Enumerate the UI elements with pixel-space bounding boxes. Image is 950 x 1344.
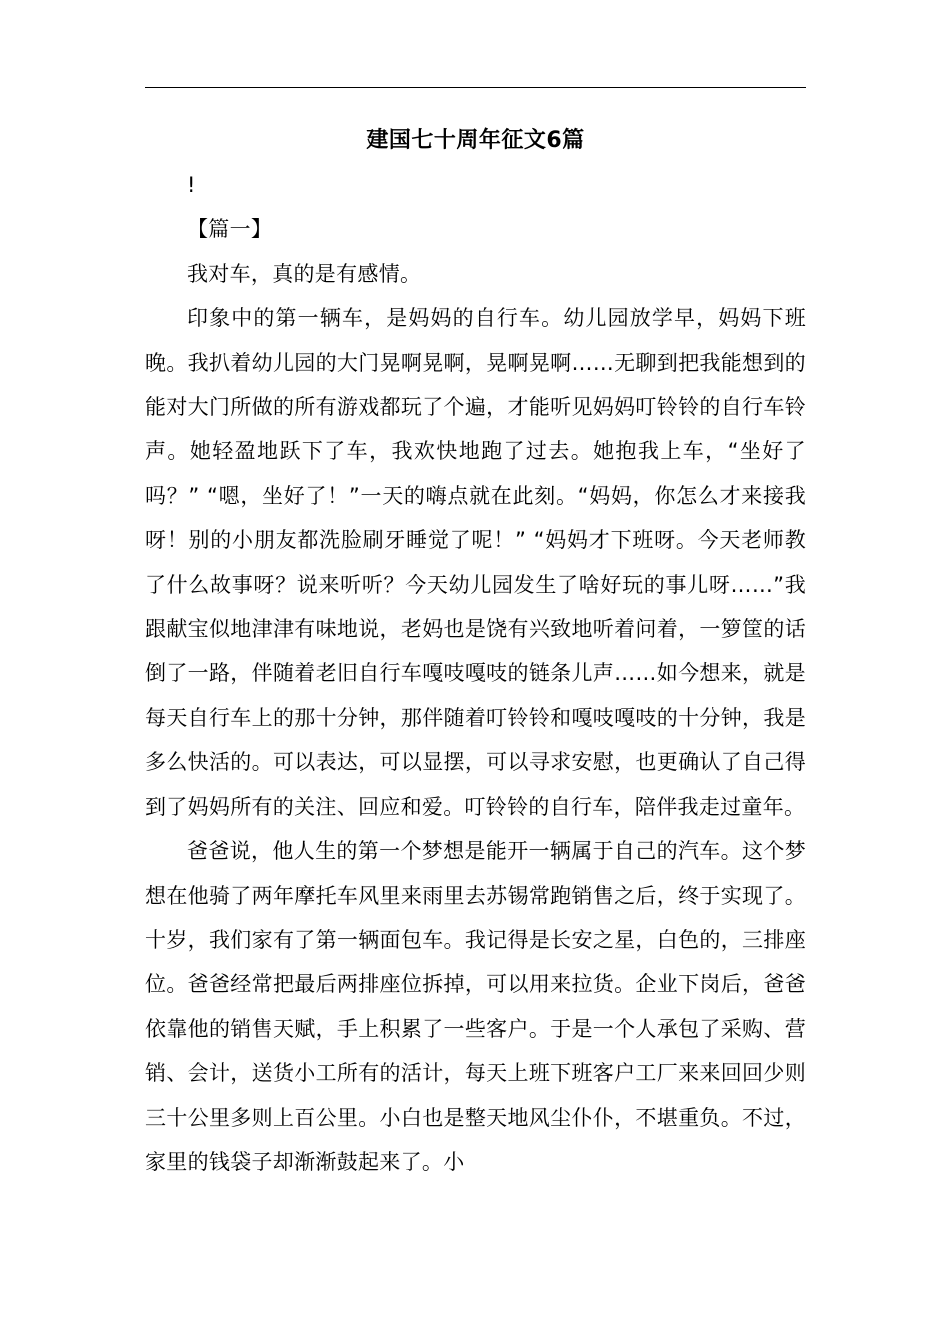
paragraph-intro: 我对车，真的是有感情。 <box>187 261 422 286</box>
paragraph-exclamation: ! <box>187 173 196 197</box>
document-body <box>145 163 806 1184</box>
section-heading: 【篇一】 <box>187 217 273 242</box>
document-title: 建国七十周年征文6篇 <box>366 128 585 153</box>
paragraph-bicycle: 印象中的第一辆车，是妈妈的自行车。幼儿园放学早，妈妈下班晚。我扒着幼儿园的大门晃啊晃啊，晃啊晃啊……无聊到把我能想到的能对大门所做的所有游戏都玩了个遍，才能听见妈妈叮铃铃的自行车铃声。她轻盈地跃下了车，我欢快地跑了过去。她抱我上车，“坐好了吗？” “嗯，坐好了！”一天的嗨点就在此刻。“妈妈，你怎么才来接我呀！别的小朋友都洗脸刷牙睡觉了呢！” “妈妈才下班呀。今天老师教了什么故事呀？说来听听？今天幼儿园发生了啥好玩的事儿呀……”我跟献宝似地津津有味地说，老妈也是饶有兴致地听着问着，一箩筐的话倒了一路，伴随着老旧自行车嘎吱嘎吱的链条儿声……如今想来，就是每天自行车上的那十分钟，那伴随着叮铃铃和嘎吱嘎吱的十分钟，我是多么快活的。可以表达，可以显摆，可以寻求安慰，也更确认了自己得到了妈妈所有的关注、回应和爱。叮铃铃的自行车，陪伴我走过童年。 <box>145 306 806 819</box>
header-rule <box>145 87 806 88</box>
paragraph-van: 爸爸说，他人生的第一个梦想是能开一辆属于自己的汽车。这个梦想在他骑了两年摩托车风里来雨里去苏锡常跑销售之后，终于实现了。十岁，我们家有了第一辆面包车。我记得是长安之星，白色的，三排座位。爸爸经常把最后两排座位拆掉，可以用来拉货。企业下岗后，爸爸依靠他的销售天赋，手上积累了一些客户。于是一个人承包了采购、营销、会计，送货小工所有的活计，每天上班下班客户工厂来来回回少则三十公里多则上百公里。小白也是整天地风尘仆仆，不堪重负。不过，家里的钱袋子却渐渐鼓起来了。小 <box>145 839 806 1174</box>
